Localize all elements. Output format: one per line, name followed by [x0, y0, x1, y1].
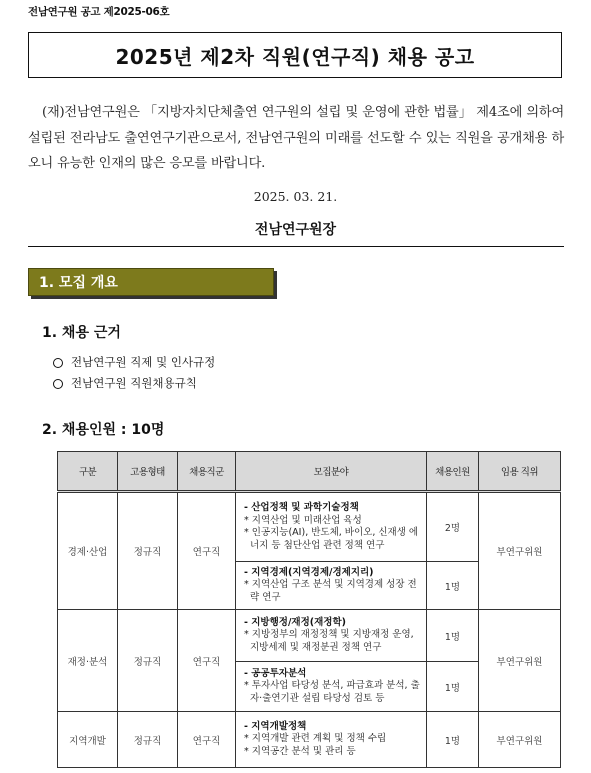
employment-cell: 정규직	[118, 492, 178, 610]
field-title: - 지역경제(지역경제/경제지리)	[244, 566, 374, 578]
basis-heading: 1. 채용 근거	[42, 325, 121, 341]
table-header-cell: 모집분야	[236, 452, 427, 492]
category-cell: 경제·산업	[58, 492, 118, 610]
position-cell: 부연구위원	[479, 492, 561, 610]
table-row	[58, 492, 561, 562]
section-banner	[28, 268, 274, 296]
table-header-cell: 임용 직위	[479, 452, 561, 492]
category-cell: 지역개발	[58, 712, 118, 768]
job-group-cell: 연구직	[178, 610, 236, 712]
count-cell: 1명	[427, 610, 479, 662]
employment-cell: 정규직	[118, 712, 178, 768]
recruitment-table	[57, 451, 561, 768]
circle-bullet-icon	[53, 379, 63, 389]
basis-list	[53, 352, 215, 394]
notice-date: 2025. 03. 21.	[253, 189, 338, 204]
list-item	[53, 352, 215, 373]
field-cell	[236, 662, 427, 712]
field-item: * 지역산업 구조 분석 및 지역경제 성장 전략 연구	[244, 579, 417, 603]
field-item: * 지역산업 및 미래산업 육성	[244, 514, 362, 526]
field-title: - 산업정책 및 과학기술정책	[244, 502, 359, 513]
table-row	[58, 712, 561, 768]
table-row	[58, 610, 561, 662]
field-item: * 지역공간 분석 및 관리 등	[244, 745, 356, 757]
field-cell	[236, 562, 427, 610]
list-item-text: 전남연구원 직제 및 인사규정	[71, 355, 216, 369]
organization-name: 전남연구원장	[254, 222, 337, 238]
field-title: - 지방행정/재정(재정학)	[244, 616, 346, 628]
field-cell	[236, 712, 427, 768]
field-title: - 공공투자분석	[244, 667, 307, 679]
count-cell: 2명	[427, 492, 479, 562]
field-cell	[236, 492, 427, 562]
field-item: * 인공지능(AI), 반도체, 바이오, 신재생 에너지 등 첨단산업 관련 정책 연구	[244, 527, 419, 551]
table-header-cell: 고용형태	[118, 452, 178, 492]
headcount-heading: 2. 채용인원 : 10명	[42, 422, 165, 438]
field-title: - 지역개발정책	[244, 720, 307, 732]
page-title	[28, 32, 562, 78]
employment-cell: 정규직	[118, 610, 178, 712]
job-group-cell: 연구직	[178, 492, 236, 610]
intro-line: (재)전남연구원은 「지방자치단체출연 연구원의 설립 및 운영에 관한 법률」 제4조에	[42, 105, 523, 120]
circle-bullet-icon	[53, 358, 63, 368]
count-cell: 1명	[427, 712, 479, 768]
divider	[28, 246, 564, 247]
job-group-cell: 연구직	[178, 712, 236, 768]
section-banner-label: 1. 모집 개요	[39, 275, 118, 291]
intro-line: 의하여 설립된 전라남도 출연연구기관으로서, 전남연구원의 미래를 선도할 수 있는	[28, 105, 564, 146]
table-header-cell: 채용직군	[178, 452, 236, 492]
field-item: * 지역개발 관련 계획 및 정책 수립	[244, 733, 387, 745]
title-text: 2025년 제2차 직원(연구직) 채용 공고	[115, 44, 475, 69]
intro-paragraph	[28, 100, 564, 177]
field-cell	[236, 610, 427, 662]
count-cell: 1명	[427, 662, 479, 712]
position-cell: 부연구위원	[479, 610, 561, 712]
field-item: * 투자사업 타당성 분석, 파급효과 분석, 출자·출연기관 설립 타당성 검토 등	[244, 680, 420, 704]
list-item	[53, 373, 215, 394]
intro-line: 직원을 공개채용 하오니 유능한 인재의 많은 응모를 바랍니다.	[28, 130, 564, 171]
notice-number: 전남연구원 공고 제2025-06호	[28, 6, 170, 18]
list-item-text: 전남연구원 직원채용규칙	[71, 376, 197, 390]
category-cell: 재정·분석	[58, 610, 118, 712]
table-header-row	[58, 452, 561, 492]
count-cell: 1명	[427, 562, 479, 610]
table-header-cell: 채용인원	[427, 452, 479, 492]
position-cell: 부연구위원	[479, 712, 561, 768]
field-item: * 지방정부의 재정정책 및 지방재정 운영, 지방세제 및 재정분권 정책 연구	[244, 629, 414, 653]
table-header-cell: 구분	[58, 452, 118, 492]
